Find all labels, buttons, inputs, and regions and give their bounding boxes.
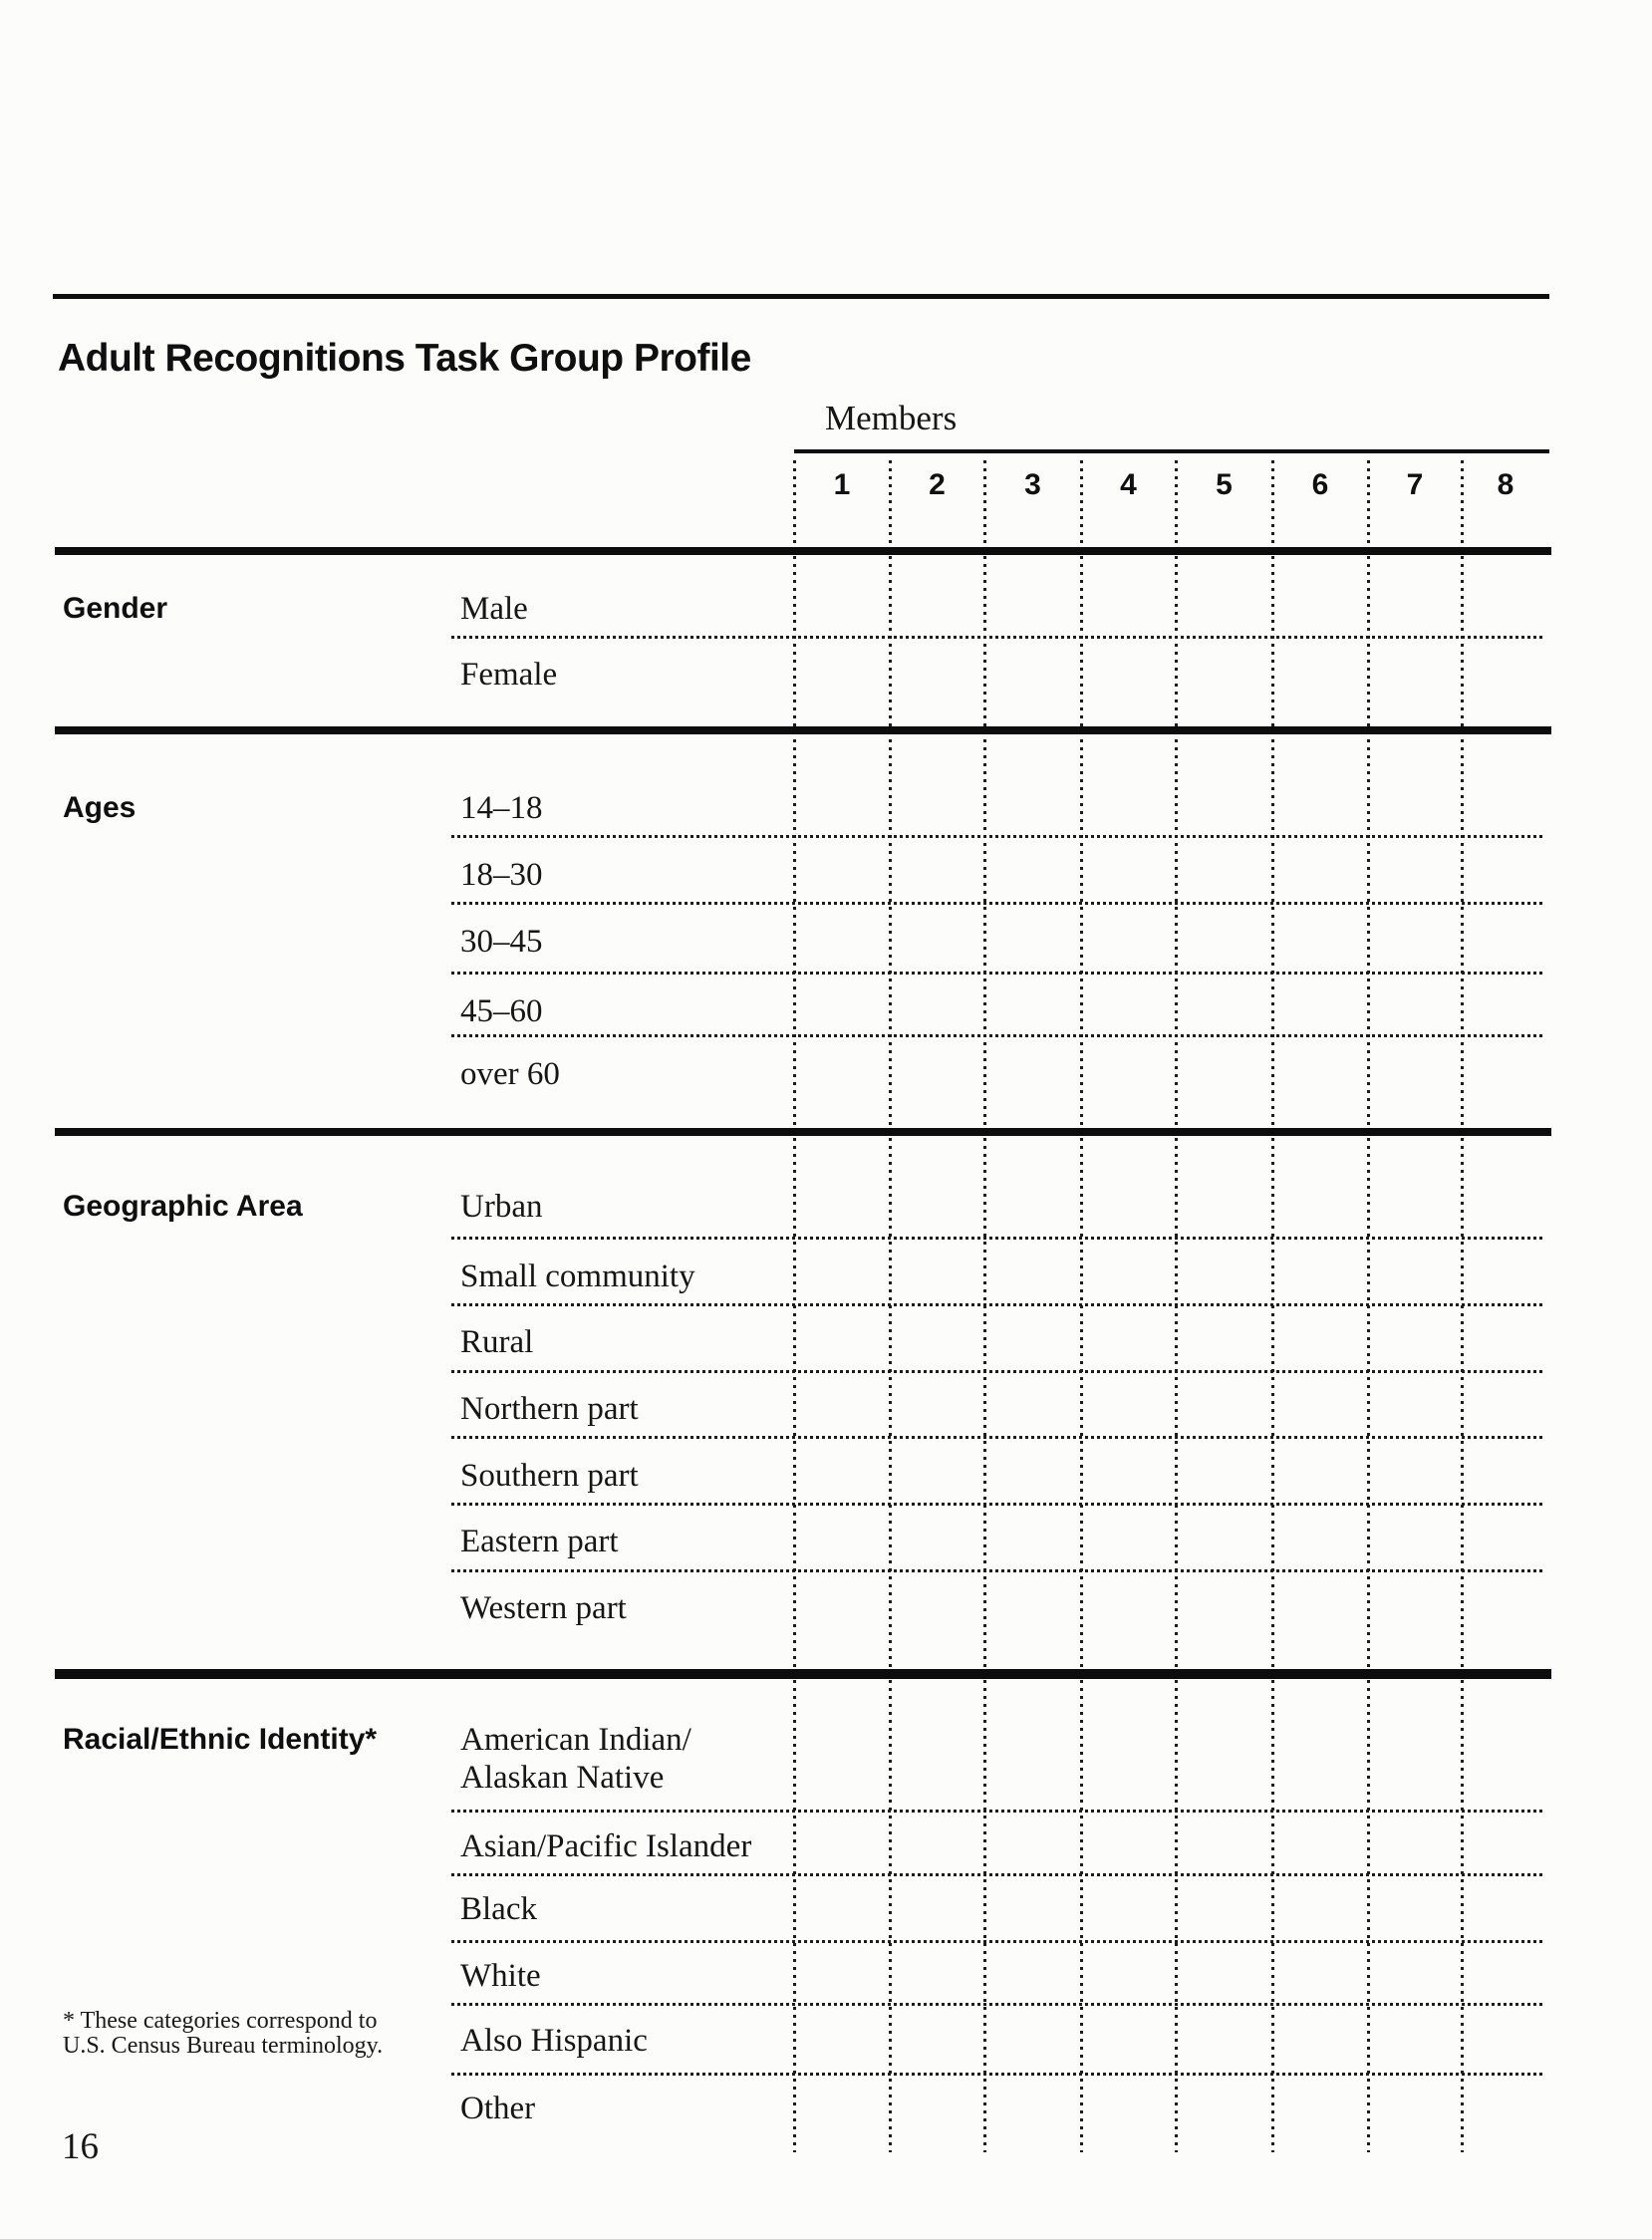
row-label-line: American Indian/ [460,1722,691,1758]
grid-vline-5 [1175,460,1178,2152]
row-label-line: 45–60 [460,993,543,1029]
row-label-line: Also Hispanic [460,2023,648,2059]
row-label-14-18 [460,789,543,827]
row-label-line: Rural [460,1324,534,1360]
members-header-label: Members [825,399,958,437]
grid-vline-2 [889,460,892,2152]
row-label-45-60 [460,992,543,1030]
row-label-30-45 [460,923,543,961]
row-label-northern-part [460,1390,639,1428]
row-label-18-30 [460,856,543,894]
member-column-header-8: 8 [1497,468,1514,501]
section-rule-racial-ethnic-identity [55,1669,1551,1679]
row-separator-geographic-area-4 [451,1436,1542,1439]
footnote [63,2009,383,2059]
row-label-line: Asian/Pacific Islander [460,1828,752,1864]
row-label-line: Small community [460,1259,695,1294]
member-column-header-4: 4 [1120,468,1137,501]
row-separator-racial-ethnic-identity-2 [451,1873,1542,1876]
row-label-line: Western part [460,1590,627,1626]
footnote-line-1: * These categories correspond to [63,2008,378,2034]
row-separator-geographic-area-3 [451,1370,1542,1373]
row-label-southern-part [460,1457,639,1495]
row-separator-gender-1 [451,636,1542,639]
row-label-black [460,1890,537,1928]
row-label-line: 18–30 [460,857,543,893]
row-separator-ages-4 [451,1034,1542,1037]
grid-vline-6 [1271,460,1274,2152]
row-label-small-community [460,1258,695,1295]
row-separator-geographic-area-1 [451,1237,1542,1240]
row-separator-geographic-area-5 [451,1503,1542,1506]
row-label-line: Male [460,591,528,627]
row-label-line: Eastern part [460,1524,619,1559]
member-column-header-7: 7 [1406,468,1424,501]
row-label-asian-pacific-islander [460,1827,751,1865]
row-label-line: White [460,1958,541,1994]
row-label-western-part [460,1589,627,1627]
row-label-line: over 60 [460,1056,560,1092]
row-separator-geographic-area-2 [451,1303,1542,1306]
row-label-other [460,2090,535,2127]
row-separator-racial-ethnic-identity-3 [451,1940,1542,1943]
row-label-male [460,590,528,628]
row-label-urban [460,1188,542,1226]
top-page-rule [53,294,1549,299]
row-label-line: 30–45 [460,924,543,960]
section-label-racial-ethnic-identity: Racial/Ethnic Identity* [63,1723,378,1756]
row-label-white [460,1957,541,1995]
row-separator-racial-ethnic-identity-5 [451,2073,1542,2076]
grid-vline-4 [1080,460,1083,2152]
section-rule-geographic-area [55,1128,1551,1136]
member-column-header-3: 3 [1024,468,1041,501]
member-column-header-1: 1 [833,468,851,501]
grid-vline-7 [1367,460,1370,2152]
row-separator-racial-ethnic-identity-1 [451,1810,1542,1813]
grid-vline-8 [1461,460,1464,2152]
section-label-ages: Ages [63,791,137,824]
section-rule-ages [55,726,1551,734]
row-label-american-indian-alaskan-native [460,1721,691,1797]
row-label-line: Urban [460,1189,543,1225]
footnote-line-2: U.S. Census Bureau terminology. [63,2033,384,2059]
member-column-header-6: 6 [1311,468,1329,501]
row-label-over-60 [460,1055,560,1093]
row-label-line: Southern part [460,1458,639,1494]
row-label-female [460,656,557,694]
row-label-rural [460,1323,533,1361]
members-header-rule [794,449,1549,453]
row-label-line: Female [460,657,558,693]
row-separator-ages-3 [451,972,1542,975]
grid-vline-3 [983,460,986,2152]
row-separator-ages-1 [451,835,1542,838]
grid-vline-1 [793,460,796,2152]
section-rule-gender [55,547,1551,555]
section-label-geographic-area: Geographic Area [63,1190,303,1223]
page-title: Adult Recognitions Task Group Profile [58,337,751,380]
member-column-header-2: 2 [929,468,946,501]
member-column-header-5: 5 [1216,468,1233,501]
row-separator-racial-ethnic-identity-4 [451,2003,1542,2006]
row-label-line: Northern part [460,1391,639,1427]
row-label-line: 14–18 [460,790,543,826]
row-label-line: Black [460,1891,537,1927]
row-separator-geographic-area-6 [451,1569,1542,1572]
section-label-gender: Gender [63,592,168,625]
page-number: 16 [62,2126,99,2167]
row-label-line: Other [460,2091,536,2126]
row-label-eastern-part [460,1523,619,1560]
row-label-line: Alaskan Native [460,1760,665,1796]
row-label-also-hispanic [460,2022,648,2060]
row-separator-ages-2 [451,902,1542,905]
